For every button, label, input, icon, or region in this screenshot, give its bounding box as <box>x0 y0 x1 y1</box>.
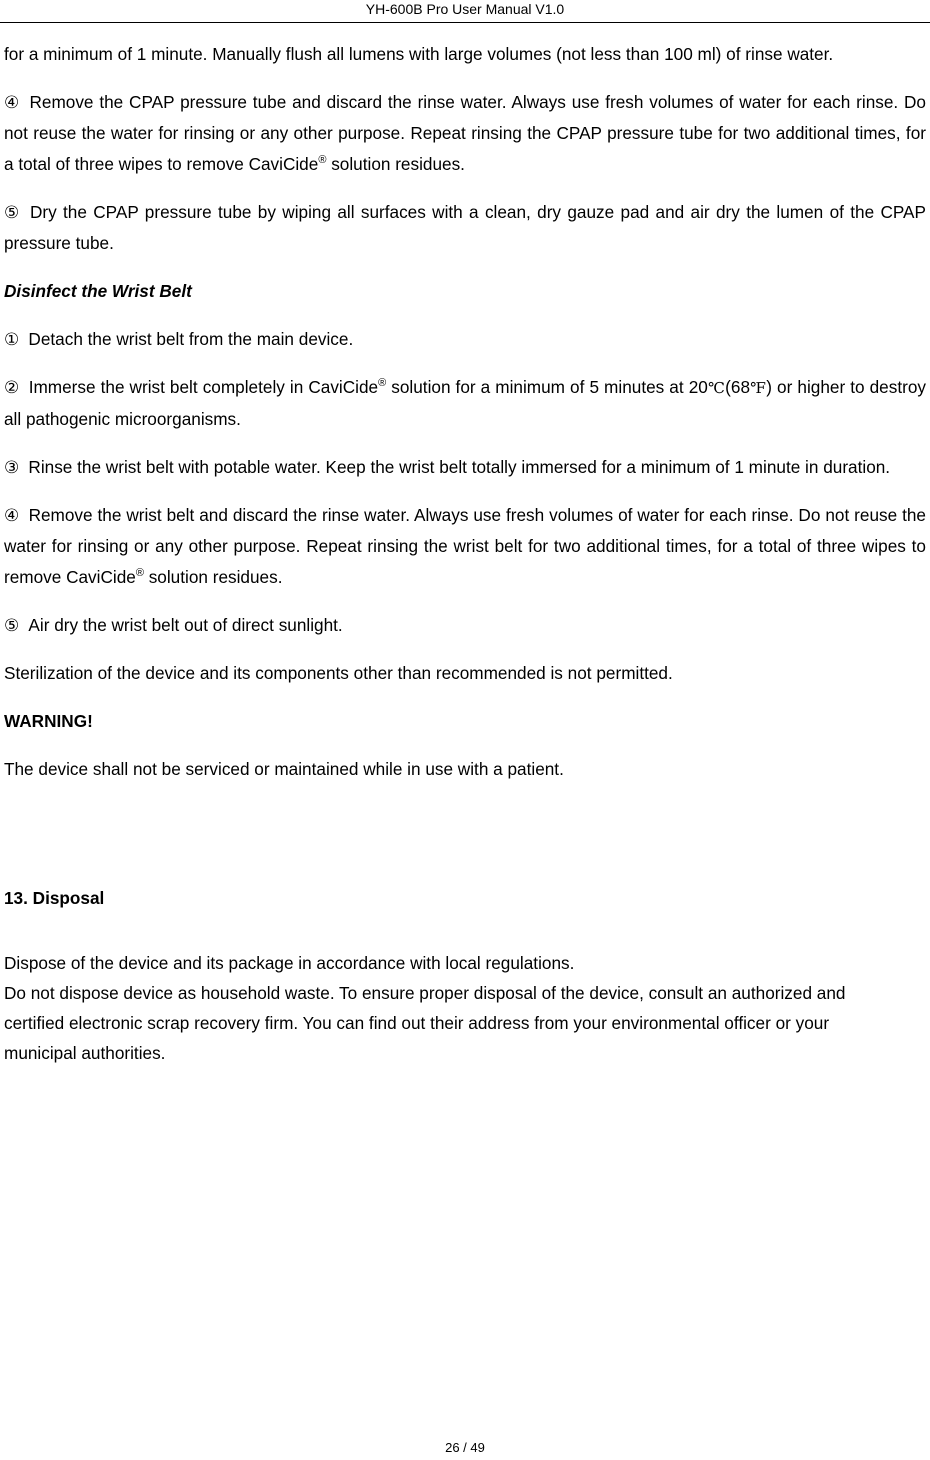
page-body <box>4 39 926 802</box>
disposal-line-2: Do not dispose device as household waste. To ensure proper disposal of the device, consult an authorized and certified electronic scrap recovery firm. You can find out their address from your environmental officer or your municipal authorities. <box>4 983 846 1063</box>
page-header <box>0 0 930 23</box>
step-number: ④ <box>4 92 21 112</box>
warning-label: WARNING! <box>4 711 93 731</box>
fahrenheit-symbol: ℉ <box>750 379 767 397</box>
step-number: ⑤ <box>4 202 21 222</box>
cpap-step-5: ⑤ Dry the CPAP pressure tube by wiping all surfaces with a clean, dry gauze pad and air dry the lumen of the CPAP pressure tube. <box>4 202 926 253</box>
wrist-step-4: ④ Remove the wrist belt and discard the rinse water. Always use fresh volumes of water for each rinse. Do not reuse the water for rinsing or any other purpose. Repeat rinsing the wrist belt for two additional times, for a total of three wipes to remove CaviCide® solution residues. <box>4 505 926 587</box>
disposal-section <box>4 883 926 1068</box>
disposal-heading: 13. Disposal <box>4 888 105 908</box>
sterilization-note: Sterilization of the device and its components other than recommended is not permitted. <box>4 663 673 683</box>
header-title: YH-600B Pro User Manual V1.0 <box>365 1 565 17</box>
wrist-step-2: ② Immerse the wrist belt completely in CaviCide® solution for a minimum of 5 minutes at 20℃(68℉) or higher to destroy all pathogenic microorganisms. <box>4 377 926 429</box>
wrist-step-1: ① Detach the wrist belt from the main device. <box>4 329 354 349</box>
step-number: ③ <box>4 457 20 477</box>
cpap-step-4: ④ Remove the CPAP pressure tube and discard the rinse water. Always use fresh volumes of water for each rinse. Do not reuse the water for rinsing or any other purpose. Repeat rinsing the CPAP pressure tube for two additional times, for a total of three wipes to remove CaviCide® solution residues. <box>4 92 926 174</box>
disposal-body <box>4 948 926 1068</box>
disposal-line-1: Dispose of the device and its package in accordance with local regulations. <box>4 953 575 973</box>
wrist-step-5: ⑤ Air dry the wrist belt out of direct sunlight. <box>4 615 343 635</box>
page-number: 26 / 49 <box>445 1440 485 1455</box>
cpap-rinse-continuation: for a minimum of 1 minute. Manually flush all lumens with large volumes (not less than 100 ml) of rinse water. <box>4 44 834 64</box>
warning-text: The device shall not be serviced or maintained while in use with a patient. <box>4 759 564 779</box>
registered-mark: ® <box>378 377 387 389</box>
registered-mark: ® <box>318 154 327 166</box>
step-number: ⑤ <box>4 615 20 635</box>
step-number: ④ <box>4 505 20 525</box>
wrist-step-3: ③ Rinse the wrist belt with potable water. Keep the wrist belt totally immersed for a minimum of 1 minute in duration. <box>4 457 891 477</box>
step-number: ② <box>4 377 20 397</box>
registered-mark: ® <box>135 567 144 579</box>
celsius-symbol: ℃ <box>707 379 726 397</box>
wrist-belt-heading: Disinfect the Wrist Belt <box>4 281 192 301</box>
step-number: ① <box>4 329 20 349</box>
